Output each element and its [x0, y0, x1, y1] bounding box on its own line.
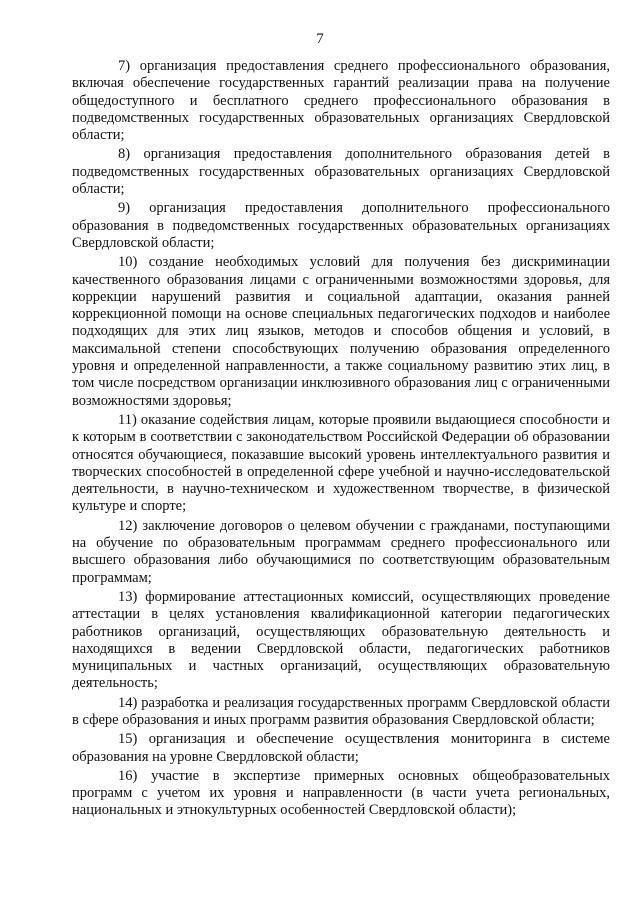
paragraph-item-8: 8) организация предоставления дополнительного образования детей в подведомственных государственных образовательных организациях Свердловской области; — [72, 146, 610, 198]
paragraph-item-16: 16) участие в экспертизе примерных основных общеобразовательных программ с учетом их уровня и направленности (в части учета региональных, национальных и этнокультурных особенностей Свердловской области); — [72, 767, 610, 819]
paragraph-item-7: 7) организация предоставления среднего профессионального образования, включая обеспечение государственных гарантий реализации права на получение общедоступного и бесплатного среднего профессионального образования в подведомственных государственных образовательных организациях Свердловской области; — [72, 58, 610, 144]
paragraph-item-13: 13) формирование аттестационных комиссий, осуществляющих проведение аттестации в целях установления квалификационной категории педагогических работников организаций, осуществляющих образовательную деятельность и находящихся в ведении Свердловской области, педагогических работников муниципальных и частных организаций, осуществляющих образовательную деятельность; — [72, 588, 610, 692]
document-body — [72, 58, 610, 822]
paragraph-item-10: 10) создание необходимых условий для получения без дискриминации качественного образования лицами с ограниченными возможностями здоровья, для коррекции нарушений развития и социальной адаптации, оказания ранней коррекционной помощи на основе специальных педагогических подходов и наиболее подходящих для этих лиц языков, методов и способов общения и условий, в максимальной степени способствующих получению образования определенного уровня и определенной направленности, а также социальному развитию этих лиц, в том числе посредством организации инклюзивного образования лиц с ограниченными возможностями здоровья; — [72, 254, 610, 409]
paragraph-item-11: 11) оказание содействия лицам, которые проявили выдающиеся способности и к которым в соответствии с законодательством Российской Федерации об образовании относятся обучающиеся, показавшие высокий уровень интеллектуального развития и творческих способностей в определенной сфере учебной и научно-исследовательской деятельности, в научно-техническом и художественном творчестве, в физической культуре и спорте; — [72, 411, 610, 515]
paragraph-item-15: 15) организация и обеспечение осуществления мониторинга в системе образования на уровне Свердловской области; — [72, 731, 610, 765]
paragraph-item-12: 12) заключение договоров о целевом обучении с гражданами, поступающими на обучение по образовательным программам среднего профессионального или высшего образования либо обучающимися по соответствующим образовательным программам; — [72, 517, 610, 586]
page-number: 7 — [316, 31, 324, 47]
paragraph-item-9: 9) организация предоставления дополнительного профессионального образования в подведомственных государственных образовательных организациях Свердловской области; — [72, 200, 610, 251]
paragraph-item-14: 14) разработка и реализация государственных программ Свердловской области в сфере образования и иных программ развития образования Свердловской области; — [72, 694, 610, 728]
